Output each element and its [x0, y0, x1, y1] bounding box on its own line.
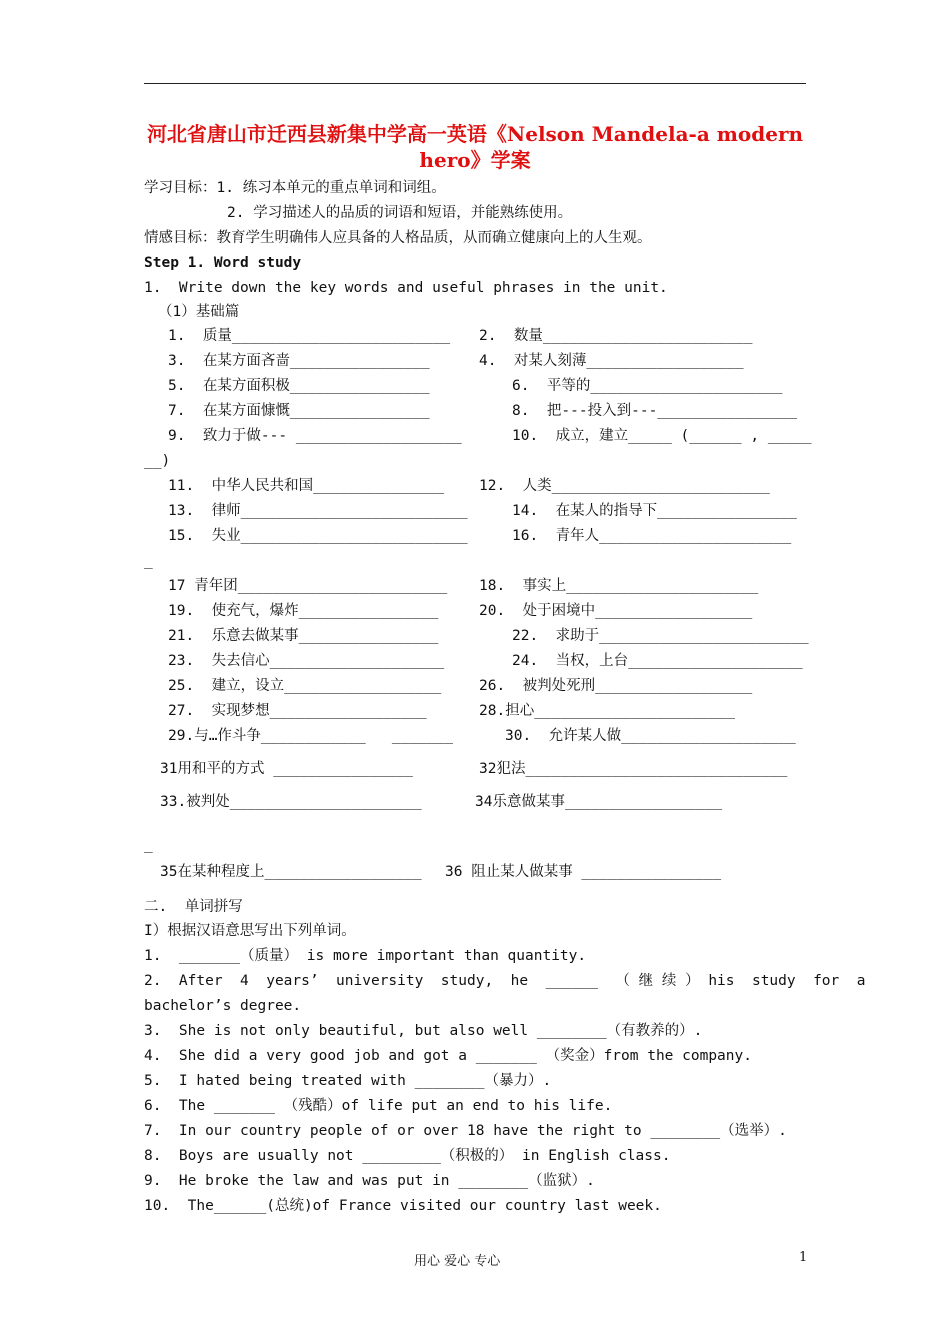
- spelling-item: 9. He broke the law and was put in ________（监狱）.: [144, 1173, 595, 1189]
- vocab-item: 29.与…作斗争____________ _______: [168, 728, 453, 744]
- part2-instruction: I）根据汉语意思写出下列单词。: [144, 923, 356, 939]
- vocab-item: 17 青年团________________________: [168, 578, 448, 594]
- vocab-item: 24. 当权，上台____________________: [512, 653, 803, 669]
- vocab-item: 35在某种程度上__________________: [160, 864, 422, 880]
- vocab-item: 3. 在某方面吝啬________________: [168, 353, 430, 369]
- vocab-item: 18. 事实上______________________: [479, 578, 759, 594]
- vocab-item: 7. 在某方面慷慨________________: [168, 403, 430, 419]
- vocab-item: 27. 实现梦想__________________: [168, 703, 427, 719]
- vocab-item: 20. 处于困境中__________________: [479, 603, 753, 619]
- spelling-item: 2. After 4 years’ university study, he ______ （ 继 续 ） his study for a: [144, 973, 866, 989]
- vocab-item: 10. 成立，建立_____ (______ , _____: [512, 428, 812, 444]
- step1-instruction: 1. Write down the key words and useful phrases in the unit.: [144, 280, 668, 296]
- vocab-item: 32犯法______________________________: [479, 761, 788, 777]
- vocab-item: 23. 失去信心____________________: [168, 653, 445, 669]
- vocab-item: _: [144, 837, 153, 853]
- vocab-item: _: [144, 553, 153, 569]
- vocab-item: 21. 乐意去做某事________________: [168, 628, 439, 644]
- vocab-item: 22. 求助于________________________: [512, 628, 809, 644]
- emotion-objective: 情感目标：教育学生明确伟人应具备的人格品质，从而确立健康向上的人生观。: [144, 230, 652, 246]
- step1-heading: Step 1. Word study: [144, 255, 302, 271]
- page-title: 河北省唐山市迁西县新集中学高一英语《Nelson Mandela-a modern hero》学案: [146, 122, 804, 172]
- vocab-item: 19. 使充气，爆炸________________: [168, 603, 439, 619]
- spelling-item: bachelor’s degree.: [144, 998, 302, 1014]
- vocab-item: 28.担心_______________________: [479, 703, 735, 719]
- study-objective-1: 学习目标：1. 练习本单元的重点单词和词组。: [144, 180, 446, 196]
- spelling-item: 6. The _______ （残酷）of life put an end to his life.: [144, 1098, 613, 1114]
- vocab-item: 8. 把---投入到---________________: [512, 403, 797, 419]
- vocab-item: 2. 数量________________________: [479, 328, 753, 344]
- part2-heading: 二. 单词拼写: [144, 899, 243, 915]
- spelling-item: 3. She is not only beautiful, but also well ________（有教养的）.: [144, 1023, 703, 1039]
- header-rule: [144, 83, 806, 84]
- vocab-item: 15. 失业__________________________: [168, 528, 468, 544]
- page-number: 1: [799, 1250, 808, 1265]
- vocab-item: 6. 平等的______________________: [512, 378, 783, 394]
- spelling-item: 5. I hated being treated with ________（暴力）.: [144, 1073, 552, 1089]
- vocab-item: 34乐意做某事__________________: [475, 794, 723, 810]
- vocab-item: 1. 质量_________________________: [168, 328, 451, 344]
- step1-subheading: （1）基础篇: [158, 304, 240, 320]
- vocab-item: 30. 允许某人做____________________: [505, 728, 796, 744]
- vocab-item: 13. 律师__________________________: [168, 503, 468, 519]
- footer-motto: 用心 爱心 专心: [414, 1254, 501, 1269]
- vocab-item: 25. 建立，设立__________________: [168, 678, 442, 694]
- vocab-item: 14. 在某人的指导下________________: [512, 503, 797, 519]
- study-objective-2: 2. 学习描述人的品质的词语和短语，并能熟练使用。: [227, 205, 573, 221]
- spelling-item: 10. The______(总统)of France visited our country last week.: [144, 1198, 662, 1214]
- vocab-item: 26. 被判处死刑__________________: [479, 678, 753, 694]
- vocab-item: 33.被判处______________________: [160, 794, 422, 810]
- vocab-item: 5. 在某方面积极________________: [168, 378, 430, 394]
- spelling-item: 1. _______（质量） is more important than quantity.: [144, 948, 587, 964]
- spelling-item: 7. In our country people of or over 18 have the right to ________（选举）.: [144, 1123, 787, 1139]
- vocab-item: 31用和平的方式 ________________: [160, 761, 413, 777]
- vocab-item: 12. 人类_________________________: [479, 478, 770, 494]
- vocab-item: 16. 青年人______________________: [512, 528, 792, 544]
- vocab-item: 9. 致力于做--- ___________________: [168, 428, 462, 444]
- spelling-item: 4. She did a very good job and got a _______ （奖金）from the company.: [144, 1048, 752, 1064]
- vocab-item: 36 阻止某人做某事 ________________: [445, 864, 722, 880]
- vocab-item: 4. 对某人刻薄__________________: [479, 353, 744, 369]
- spelling-item: 8. Boys are usually not _________（积极的） in English class.: [144, 1148, 671, 1164]
- vocab-item: 11. 中华人民共和国_______________: [168, 478, 445, 494]
- vocab-item: __): [144, 453, 171, 469]
